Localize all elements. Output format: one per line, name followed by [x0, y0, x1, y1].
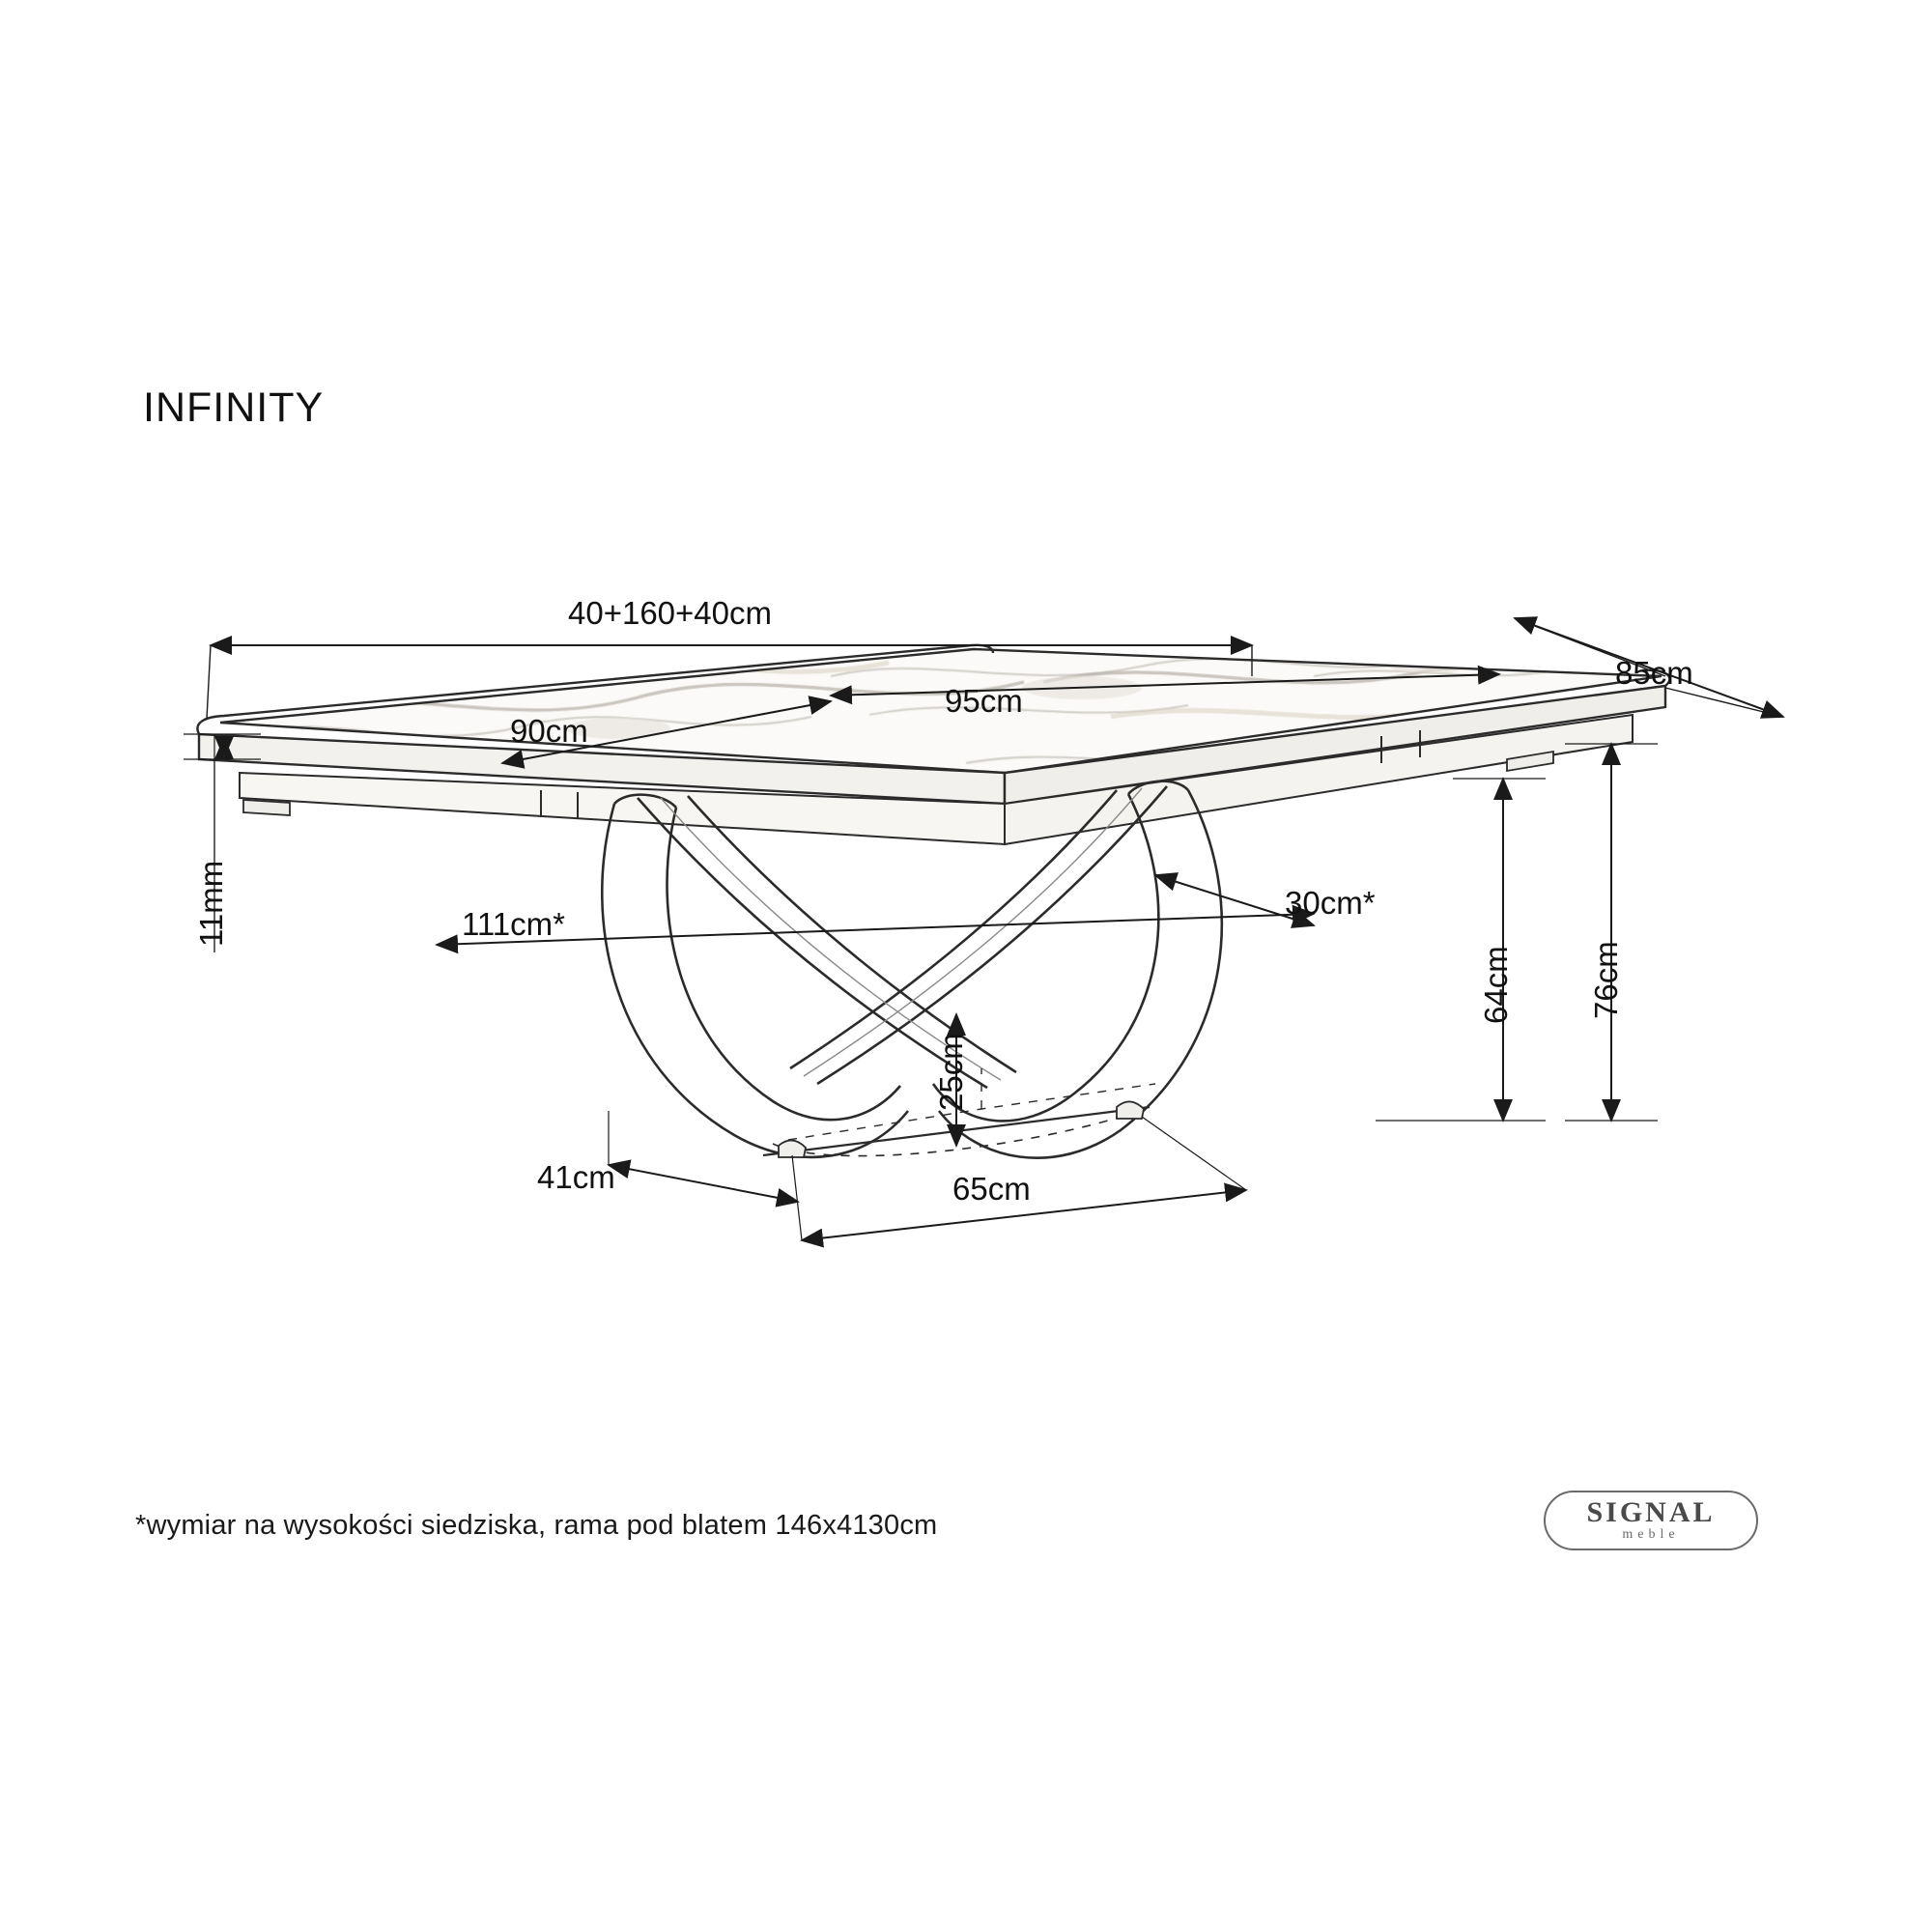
dim-label-width-95: 95cm — [945, 683, 1023, 719]
base-glide-left — [779, 1140, 806, 1157]
dim-label-base-111: 111cm* — [462, 906, 565, 942]
dim-label-height-76: 76cm — [1588, 941, 1624, 1019]
dimline-foot-41 — [609, 1165, 798, 1202]
page-title: INFINITY — [143, 384, 325, 431]
footnote-text: *wymiar na wysokości siedziska, rama pod blatem 146x4130cm — [135, 1510, 938, 1541]
dim-label-center-25: 25cm — [933, 1033, 969, 1111]
base-left-ring-outer — [602, 804, 908, 1157]
dim-label-depth-85: 85cm — [1615, 655, 1693, 691]
dim-label-foot-41: 41cm — [537, 1159, 615, 1195]
dim-label-base-30: 30cm* — [1285, 885, 1376, 921]
logo-signal-text: SIGNAL — [1586, 1496, 1716, 1528]
base-glide-right — [1117, 1101, 1144, 1119]
dim-label-height-64: 64cm — [1478, 946, 1514, 1024]
logo-meble-text: meble — [1622, 1527, 1680, 1542]
dim-label-width-90: 90cm — [510, 713, 588, 749]
dim-label-thickness-11mm: 11mm — [193, 860, 229, 947]
dimline-base-111 — [437, 914, 1314, 945]
brand-logo — [1544, 1491, 1758, 1550]
dim-label-top-width: 40+160+40cm — [568, 595, 773, 631]
dim-label-foot-65: 65cm — [952, 1171, 1031, 1207]
